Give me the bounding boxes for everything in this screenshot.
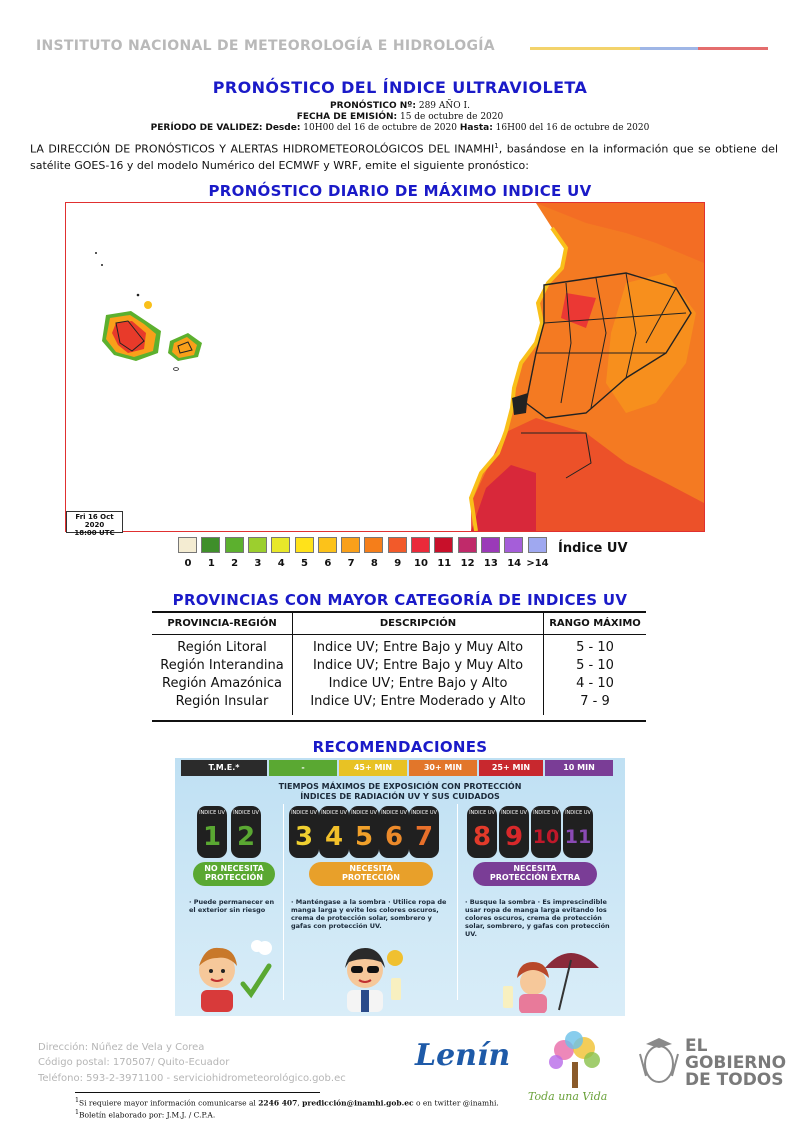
intro-text-before: LA DIRECCIÓN DE PRONÓSTICOS Y ALERTAS HIDROMETEOROLÓGICOS DEL INAMHI [30, 142, 495, 156]
uv-badge-caption: ÍNDICE UV [233, 810, 259, 816]
legend-swatch [295, 537, 314, 553]
uv-badge [319, 806, 349, 858]
uv-badge [379, 806, 409, 858]
legend-label: 12 [460, 558, 475, 569]
uv-map-graphic [66, 203, 704, 531]
infographic-heading [175, 782, 625, 802]
uv-badge-caption: ÍNDICE UV [321, 810, 347, 816]
government-logo-line1: EL [685, 1036, 708, 1056]
uv-badge [563, 806, 593, 858]
legend-label: 8 [370, 558, 378, 569]
category-extra-protection [473, 862, 597, 886]
issue-date-value: 15 de octubre de 2020 [399, 112, 504, 122]
legend-label: 7 [347, 558, 355, 569]
footnote-twitter: @inamhi [462, 1098, 497, 1108]
forecast-number [0, 101, 800, 111]
issue-date-label: FECHA DE EMISIÓN: [296, 112, 398, 122]
uv-badge-caption: ÍNDICE UV [199, 810, 225, 816]
header-description: DESCRIPCIÓN [293, 612, 544, 635]
legend-label: 9 [394, 558, 402, 569]
legend-swatch [248, 537, 267, 553]
uv-badge-caption: ÍNDICE UV [501, 810, 527, 816]
row-range: 4 - 10 [576, 676, 614, 691]
exposure-time-cell: 10 MIN [545, 760, 613, 776]
category-line1: NECESITA [513, 864, 557, 873]
row-range: 7 - 9 [580, 694, 610, 709]
page-title: PRONÓSTICO DEL ÍNDICE ULTRAVIOLETA [212, 78, 588, 97]
uv-badge [349, 806, 379, 858]
category-line1: NO NECESITA [204, 864, 264, 873]
header-stripe-blue [640, 47, 698, 50]
legend-label: >14 [526, 558, 549, 569]
table-row [152, 635, 646, 658]
exposure-time-cell: - [269, 760, 337, 776]
legend-swatch [528, 537, 547, 553]
row-description: Indice UV; Entre Bajo y Muy Alto [293, 657, 544, 675]
validity-from-value: 10H00 del 16 de octubre de 2020 [303, 123, 457, 133]
forecast-number-label: PRONÓSTICO Nº: [330, 101, 416, 111]
toda-una-vida-logo: Toda una Vida [528, 1090, 608, 1103]
intro-text-after: , basándose en la información que se obtiene del satélite GOES-16 y del modelo Numérico del ECMWF y WRF, emite el siguiente pronóstico: [30, 142, 778, 172]
footnote-mark: 1 [75, 1097, 79, 1104]
row-range: 5 - 10 [576, 640, 614, 655]
category-line2: PROTECCIÓN [342, 873, 400, 882]
uv-badge [467, 806, 497, 858]
legend-swatch [271, 537, 290, 553]
column-divider [457, 804, 458, 1000]
row-range: 5 - 10 [576, 658, 614, 673]
footer-postal-code: Código postal: 170507/ Quito-Ecuador [38, 1057, 230, 1068]
legend-swatch [434, 537, 453, 553]
exposure-time-cell: 30+ MIN [409, 760, 477, 776]
category-advice-protection: · Manténgase a la sombra · Utilice ropa de manga larga y evite los colores oscuros, crema de protección solar, sombrero y gafas con protección UV. [291, 898, 447, 930]
footnote-contact [75, 1097, 499, 1108]
uv-badge-caption: ÍNDICE UV [381, 810, 407, 816]
legend-label: 1 [207, 558, 215, 569]
footnote-email: predicción@inamhi.gob.ec [302, 1098, 414, 1108]
header-stripe-red [698, 47, 768, 50]
footnote-text: Si requiere mayor información comunicarse al [78, 1098, 259, 1108]
uv-badge-caption: ÍNDICE UV [411, 810, 437, 816]
table-row [152, 675, 646, 693]
uv-badge-caption: ÍNDICE UV [351, 810, 377, 816]
legend-swatch [318, 537, 337, 553]
uv-badge [289, 806, 319, 858]
legend-label: 13 [483, 558, 498, 569]
map-section-title: PRONÓSTICO DIARIO DE MÁXIMO INDICE UV [208, 182, 592, 200]
legend-label: 6 [324, 558, 332, 569]
validity-from-label: Desde: [265, 123, 301, 133]
legend-label: 5 [301, 558, 308, 569]
map-timestamp [66, 511, 123, 537]
category-advice-no-protection: · Puede permanecer en el exterior sin riesgo [189, 898, 275, 914]
footnote-text: , [297, 1098, 303, 1108]
uv-badge-number: 9 [504, 822, 524, 852]
legend-swatch [341, 537, 360, 553]
validity-to-value: 16H00 del 16 de octubre de 2020 [495, 123, 650, 133]
legend-swatch [364, 537, 383, 553]
map-timestamp-time: 18:00 UTC [74, 529, 115, 537]
legend-label: 11 [437, 558, 452, 569]
category-line1: NECESITA [349, 864, 393, 873]
table-row [152, 657, 646, 675]
recommendations-title: RECOMENDACIONES [312, 738, 488, 756]
uv-badge-caption: ÍNDICE UV [533, 810, 559, 816]
uv-badge-number: 2 [236, 822, 256, 852]
uv-badge-number: 11 [564, 826, 592, 848]
uv-badge-number: 1 [202, 822, 222, 852]
uv-badge-number: 3 [294, 822, 314, 852]
uv-badge-number: 4 [324, 822, 344, 852]
intro-paragraph [30, 138, 778, 174]
row-region: Región Litoral [152, 635, 293, 658]
uv-badge-number: 5 [354, 822, 374, 852]
category-line2: PROTECCIÓN [205, 873, 263, 882]
uv-recommendations-infographic [175, 758, 625, 1016]
row-region: Región Amazónica [152, 675, 293, 693]
legend-swatch [411, 537, 430, 553]
child-illustration-icon [185, 938, 280, 1013]
uv-badge-caption: ÍNDICE UV [469, 810, 495, 816]
uv-badge [231, 806, 261, 858]
validity-to-label: Hasta: [459, 123, 493, 133]
forecast-number-value: 289 AÑO I. [418, 101, 470, 111]
infographic-heading-line1: TIEMPOS MÁXIMOS DE EXPOSICIÓN CON PROTECCIÓN [278, 782, 522, 791]
umbrella-illustration-icon [495, 938, 605, 1013]
table-row [152, 693, 646, 715]
uv-badge-caption: ÍNDICE UV [565, 810, 591, 816]
uv-badge [197, 806, 227, 858]
uv-badge-caption: ÍNDICE UV [291, 810, 317, 816]
footnote-mark: 1 [75, 1109, 79, 1116]
ecuador-coat-of-arms-icon [636, 1036, 682, 1088]
exposure-time-cell: 25+ MIN [479, 760, 543, 776]
legend-label: 2 [231, 558, 239, 569]
uv-badge-number: 10 [532, 826, 560, 848]
legend-label: 3 [254, 558, 262, 569]
category-advice-extra-protection: · Busque la sombra · Es imprescindible usar ropa de manga larga evitando los colores oscuros, crema de protección solar, sombrero, y gafas con protección UV. [465, 898, 610, 938]
legend-swatch [225, 537, 244, 553]
lenin-logo: Lenín [415, 1038, 511, 1073]
government-logo-line2: GOBIERNO [685, 1053, 787, 1073]
validity-label: PERÍODO DE VALIDEZ: [150, 123, 263, 133]
category-line2: PROTECCIÓN EXTRA [489, 873, 581, 882]
institution-name: INSTITUTO NACIONAL DE METEOROLOGÍA E HIDROLOGÍA [36, 38, 495, 54]
uv-badge-number: 6 [384, 822, 404, 852]
header-max-range: RANGO MÁXIMO [544, 612, 647, 635]
uv-badge [409, 806, 439, 858]
provinces-table [152, 612, 646, 715]
legend-title: Índice UV [558, 541, 628, 556]
footnote-text: . [496, 1098, 499, 1108]
row-region: Región Insular [152, 693, 293, 715]
uv-badge [531, 806, 561, 858]
issue-date [0, 112, 800, 122]
uv-badge [499, 806, 529, 858]
footnote-text: o en twitter [413, 1098, 463, 1108]
footnote-phone: 2246 407 [258, 1098, 298, 1108]
row-description: Indice UV; Entre Moderado y Alto [293, 693, 544, 715]
sunglasses-illustration-icon [323, 938, 418, 1013]
legend-swatch [504, 537, 523, 553]
legend-swatch [388, 537, 407, 553]
map-timestamp-date: Fri 16 Oct 2020 [75, 513, 114, 529]
category-protection [309, 862, 433, 886]
footnote-author [75, 1109, 215, 1120]
footer-phone: Teléfono: 593-2-3971100 - serviciohidrometeorológico.gob.ec [38, 1073, 346, 1084]
legend-swatch [458, 537, 477, 553]
legend-label: 14 [507, 558, 522, 569]
legend-swatch [201, 537, 220, 553]
row-region: Región Interandina [152, 657, 293, 675]
header-province: PROVINCIA-REGIÓN [152, 612, 293, 635]
footnote-rule [75, 1092, 320, 1093]
intro-footnote-mark: 1 [494, 142, 499, 150]
legend-swatch [178, 537, 197, 553]
legend-label: 4 [277, 558, 285, 569]
legend-label: 0 [184, 558, 192, 569]
row-description: Indice UV; Entre Bajo y Alto [293, 675, 544, 693]
footer-address: Dirección: Núñez de Vela y Corea [38, 1042, 205, 1053]
exposure-time-cell: 45+ MIN [339, 760, 407, 776]
header-stripe-yellow [530, 47, 640, 50]
validity-period [0, 123, 800, 133]
government-logo-text [685, 1038, 786, 1089]
uv-badge-number: 7 [414, 822, 434, 852]
table-header-row [152, 612, 646, 635]
row-description: Indice UV; Entre Bajo y Muy Alto [293, 635, 544, 658]
category-no-protection [193, 862, 275, 886]
infographic-heading-line2: ÍNDICES DE RADIACIÓN UV Y SUS CUIDADOS [300, 792, 500, 801]
uv-forecast-map [65, 202, 705, 532]
legend-swatch [481, 537, 500, 553]
uv-badge-number: 8 [472, 822, 492, 852]
legend-label: 10 [414, 558, 428, 569]
tree-logo-icon [540, 1030, 610, 1090]
government-logo-line3: DE TODOS [685, 1070, 784, 1090]
exposure-time-cell: T.M.E.* [181, 760, 267, 776]
column-divider [283, 804, 284, 1000]
provinces-title: PROVINCIAS CON MAYOR CATEGORÍA DE INDICES UV [172, 591, 628, 609]
footnote-author-text: Boletín elaborado por: J.M.J. / C.P.A. [78, 1110, 216, 1120]
table-bottom-rule [152, 720, 646, 722]
